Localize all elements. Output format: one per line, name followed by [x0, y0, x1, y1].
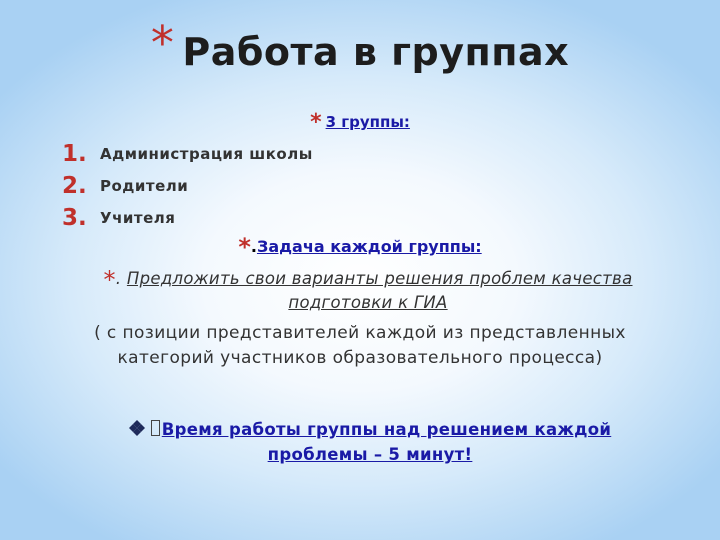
- task-dot: .: [250, 237, 257, 256]
- participants-note: ( с позиции представителей каждой из представленных категорий участников образовательного процесса): [94, 323, 626, 368]
- list-item-label: Учителя: [100, 209, 176, 227]
- groups-heading-link[interactable]: 3 группы:: [325, 113, 410, 131]
- list-item-number: 3.: [62, 205, 87, 231]
- list-item-number: 1.: [62, 141, 87, 167]
- proposal-body: Предложить свои варианты решения проблем качества подготовки к ГИА: [126, 269, 633, 312]
- time-limit-link[interactable]: Время работы группы над решением каждой проблемы – 5 минут!: [161, 420, 612, 464]
- missing-glyph-icon: [151, 420, 160, 436]
- list-item-number: 2.: [62, 173, 87, 199]
- title-asterisk: *: [150, 16, 175, 70]
- slide-title: [0, 16, 720, 76]
- groups-list: [62, 138, 313, 234]
- list-item: [62, 138, 313, 170]
- groups-heading: [0, 108, 720, 133]
- proposal-text: [78, 264, 658, 315]
- task-asterisk: *: [238, 233, 251, 261]
- time-limit: [100, 417, 640, 467]
- proposal-dot: .: [115, 269, 122, 288]
- list-item: [62, 170, 313, 202]
- diamond-bullet-icon: [129, 420, 145, 436]
- task-heading: [0, 230, 720, 261]
- list-item-label: Родители: [100, 177, 189, 195]
- task-heading-link[interactable]: Задача каждой группы:: [256, 237, 482, 256]
- list-item-label: Администрация школы: [100, 145, 313, 163]
- proposal-asterisk: *: [103, 266, 116, 294]
- groups-asterisk: *: [310, 110, 322, 135]
- title-text: Работа в группах: [182, 30, 570, 74]
